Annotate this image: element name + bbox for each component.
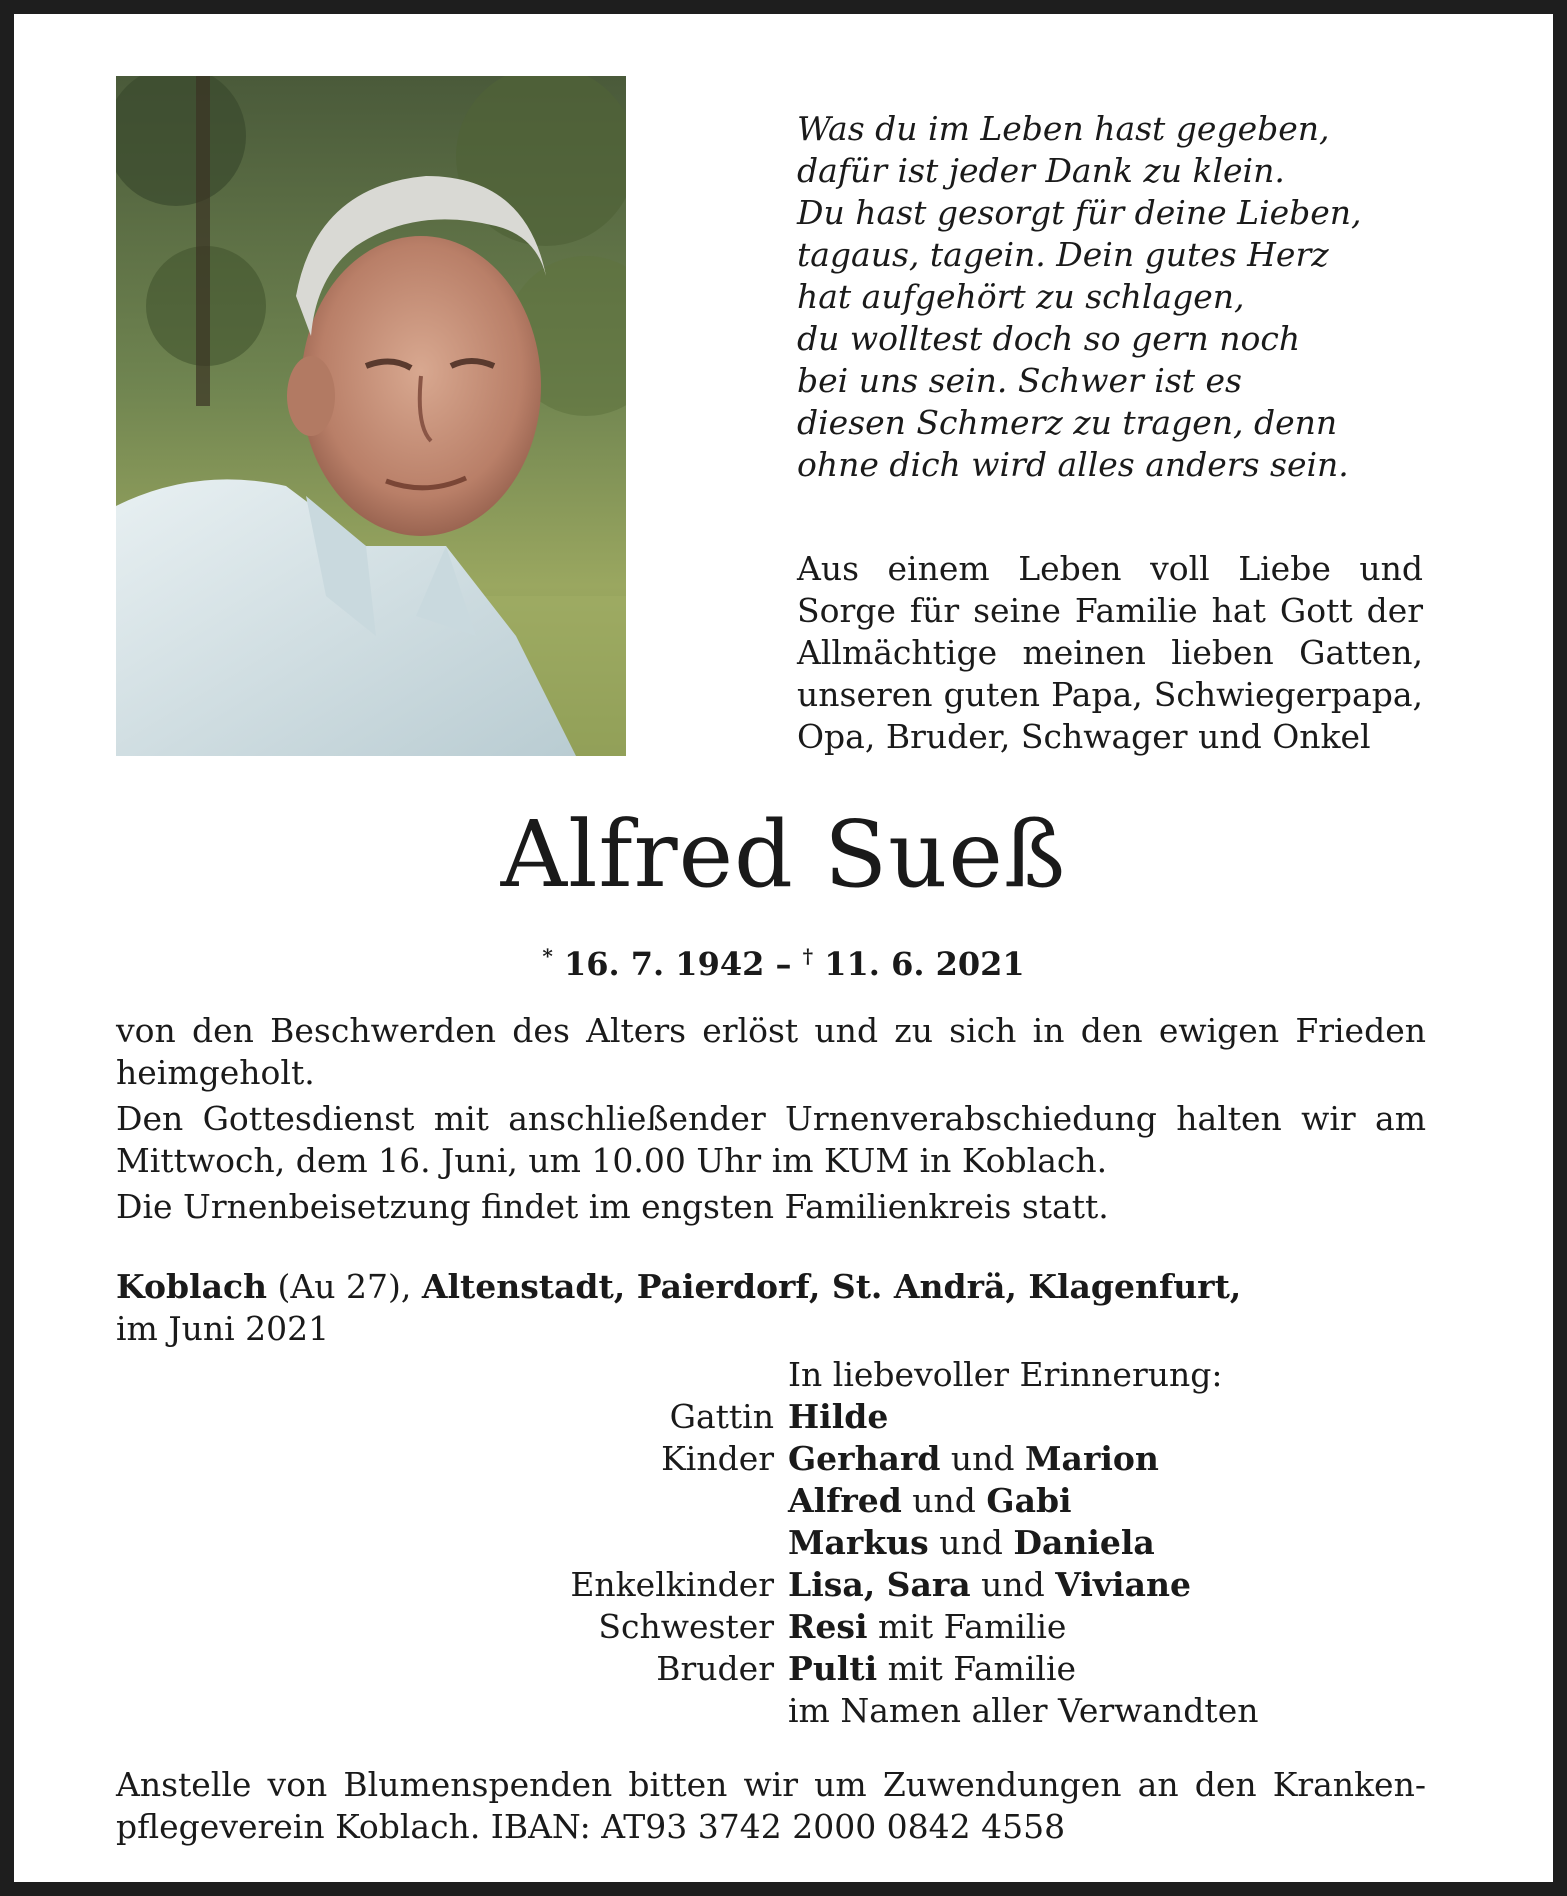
poem-line: dafür ist jeder Dank zu klein.	[797, 151, 1285, 190]
poem-line: ohne dich wird alles anders sein.	[797, 445, 1349, 484]
poem-line: du wolltest doch so gern noch	[797, 319, 1301, 358]
donation-line1: Anstelle von Blumenspenden bitten wir um Zuwendungen an den Kranken-	[116, 1765, 1426, 1804]
intro-text	[797, 548, 1423, 758]
family-names	[788, 1522, 1426, 1564]
family-row	[116, 1438, 1426, 1480]
intro-line: Sorge für seine Familie hat Gott der	[797, 591, 1423, 630]
poem-line: Was du im Leben hast gegeben,	[797, 109, 1330, 148]
poem-line: tagaus, tagein. Dein gutes Herz	[797, 235, 1329, 274]
date-separator: –	[775, 945, 792, 983]
family-names	[788, 1438, 1426, 1480]
family-names	[788, 1606, 1426, 1648]
paragraph-release-line1: von den Beschwerden des Alters erlöst und zu sich in den ewigen Frieden	[116, 1011, 1426, 1050]
paragraph-release	[116, 1010, 1426, 1094]
intro-line: Aus einem Leben voll Liebe und	[797, 549, 1423, 588]
donation-note	[116, 1764, 1426, 1848]
family-connector: und	[970, 1565, 1056, 1604]
family-member-name: Alfred	[788, 1481, 902, 1520]
poem-line: Du hast gesorgt für deine Lieben,	[797, 193, 1362, 232]
family-member-name: Daniela	[1013, 1523, 1155, 1562]
family-connector: und	[901, 1481, 987, 1520]
place-and-date	[116, 1266, 1426, 1350]
family-member-name: Marion	[1025, 1439, 1159, 1478]
family-member-name: Hilde	[788, 1397, 889, 1436]
death-date: 11. 6. 2021	[824, 945, 1025, 983]
paragraph-service-line2: Mittwoch, dem 16. Juni, um 10.00 Uhr im KUM in Koblach.	[116, 1141, 1108, 1180]
birth-date: 16. 7. 1942	[563, 945, 765, 983]
life-dates	[0, 936, 1567, 984]
family-role: Kinder	[661, 1439, 774, 1478]
family-member-name: Markus	[788, 1523, 929, 1562]
place-town: Koblach	[116, 1267, 268, 1306]
family-names	[788, 1648, 1426, 1690]
family-role	[116, 1480, 788, 1522]
portrait-photo	[116, 76, 626, 756]
portrait-image	[116, 76, 626, 756]
family-member-name: Gerhard	[788, 1439, 941, 1478]
family-names	[788, 1564, 1426, 1606]
intro-line: Allmächtige meinen lieben Gatten,	[797, 633, 1423, 672]
poem-line: diesen Schmerz zu tragen, denn	[797, 403, 1338, 442]
family-row	[116, 1522, 1426, 1564]
family-member-name: Gabi	[986, 1481, 1072, 1520]
family-member-name: Resi	[788, 1607, 868, 1646]
family-row	[116, 1648, 1426, 1690]
family-role: Gattin	[669, 1397, 774, 1436]
poem	[797, 108, 1437, 486]
intro-line: unseren guten Papa, Schwiegerpapa,	[797, 675, 1423, 714]
birth-symbol: *	[542, 944, 553, 968]
paragraph-service-line1: Den Gottesdienst mit anschließender Urnenverabschiedung halten wir am	[116, 1099, 1426, 1138]
family-role	[116, 1690, 788, 1732]
family-list	[116, 1354, 1426, 1732]
family-role	[116, 1522, 788, 1564]
place-others: Altenstadt, Paierdorf, St. Andrä, Klagenfurt,	[421, 1267, 1242, 1306]
poem-line: bei uns sein. Schwer ist es	[797, 361, 1242, 400]
place-date: im Juni 2021	[116, 1309, 330, 1348]
family-role: Schwester	[598, 1607, 774, 1646]
family-role: Bruder	[656, 1649, 774, 1688]
death-symbol: †	[802, 944, 814, 968]
family-role: Enkelkinder	[570, 1565, 774, 1604]
family-row	[116, 1564, 1426, 1606]
paragraph-service	[116, 1098, 1426, 1182]
donation-line2: pflegeverein Koblach. IBAN: AT93 3742 2000 0842 4558	[116, 1807, 1066, 1846]
family-names	[788, 1480, 1426, 1522]
paragraph-release-line2: heimgeholt.	[116, 1053, 315, 1092]
paragraph-burial: Die Urnenbeisetzung findet im engsten Familienkreis statt.	[116, 1187, 1109, 1226]
family-row	[116, 1480, 1426, 1522]
family-connector: im Namen aller Verwandten	[788, 1691, 1259, 1730]
intro-line: Opa, Bruder, Schwager und Onkel	[797, 717, 1371, 756]
family-row	[116, 1690, 1426, 1732]
family-names	[788, 1690, 1426, 1732]
family-member-name: Lisa, Sara	[788, 1565, 971, 1604]
family-names	[788, 1396, 1426, 1438]
place-address: (Au 27),	[267, 1267, 422, 1306]
family-connector: mit Familie	[867, 1607, 1067, 1646]
family-member-name: Viviane	[1055, 1565, 1191, 1604]
announcement-body	[116, 1010, 1426, 1232]
family-row	[116, 1396, 1426, 1438]
family-connector: mit Familie	[877, 1649, 1077, 1688]
family-heading: In liebevoller Erinnerung:	[788, 1355, 1223, 1394]
family-connector: und	[940, 1439, 1026, 1478]
family-connector: und	[928, 1523, 1014, 1562]
poem-line: hat aufgehört zu schlagen,	[797, 277, 1245, 316]
deceased-name: Alfred Sueß	[500, 801, 1067, 908]
family-member-name: Pulti	[788, 1649, 878, 1688]
family-row	[116, 1606, 1426, 1648]
